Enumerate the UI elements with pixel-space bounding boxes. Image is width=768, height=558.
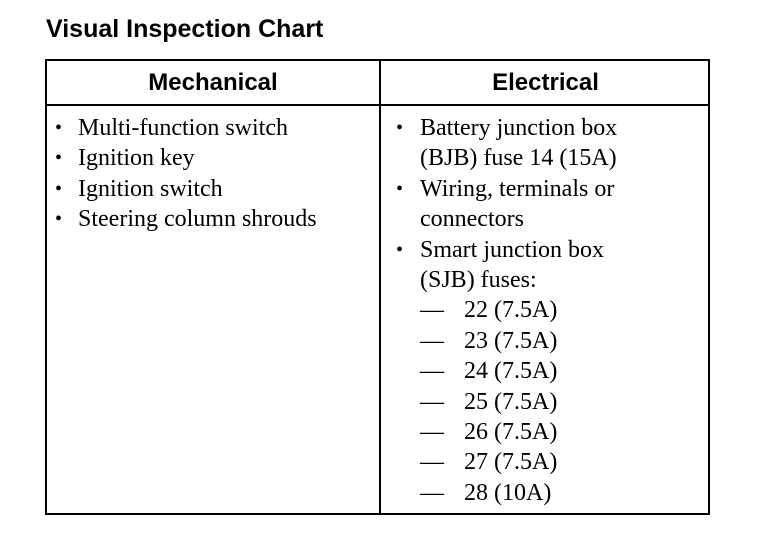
fuse-value: 28 (10A): [464, 479, 552, 506]
fuse-item: [381, 478, 710, 508]
item-text: Steering column shrouds: [78, 206, 317, 233]
item-text: Multi-function switch: [78, 115, 288, 141]
fuse-value: 27 (7.5A): [464, 449, 558, 476]
item-text: Ignition key: [78, 145, 195, 172]
fuse-value: 23 (7.5A): [464, 327, 558, 354]
item-text: Ignition switch: [78, 175, 223, 202]
item-text: Smart junction box: [420, 236, 604, 263]
fuse-value: 25 (7.5A): [464, 388, 558, 415]
bullet-icon: •: [55, 117, 63, 139]
fuse-value: 22 (7.5A): [464, 297, 558, 324]
list-item: [47, 113, 379, 143]
item-text: (BJB) fuse 14 (15A): [420, 145, 617, 172]
dash-icon: —: [420, 327, 444, 354]
mechanical-list: [47, 113, 379, 235]
fuse-value: 26 (7.5A): [464, 419, 558, 446]
electrical-header: Electrical: [492, 69, 599, 96]
list-item: [47, 174, 379, 204]
list-item: [381, 235, 710, 296]
item-text: Wiring, terminals or: [420, 175, 615, 202]
list-item: [47, 143, 379, 173]
bullet-icon: •: [396, 177, 404, 200]
dash-icon: —: [420, 358, 444, 385]
dash-icon: —: [420, 388, 444, 415]
inspection-table: [45, 59, 710, 515]
fuse-item: [381, 295, 710, 325]
list-item: [381, 174, 710, 235]
bullet-icon: •: [55, 147, 63, 170]
fuse-item: [381, 326, 710, 356]
dash-icon: —: [420, 419, 444, 446]
header-divider: [47, 104, 708, 106]
list-item: [381, 113, 710, 174]
fuse-item: [381, 417, 710, 447]
dash-icon: —: [420, 297, 444, 324]
electrical-list: [381, 113, 710, 508]
fuse-value: 24 (7.5A): [464, 358, 558, 385]
fuse-item: [381, 447, 710, 477]
bullet-icon: •: [55, 177, 63, 200]
fuse-item: [381, 387, 710, 417]
dash-icon: —: [420, 479, 444, 506]
bullet-icon: •: [396, 238, 404, 261]
item-text: (SJB) fuses:: [420, 267, 537, 294]
bullet-icon: •: [55, 208, 63, 231]
mechanical-header: Mechanical: [148, 69, 278, 96]
dash-icon: —: [420, 449, 444, 476]
page-title: Visual Inspection Chart: [46, 15, 324, 43]
list-item: [47, 204, 379, 234]
bullet-icon: •: [396, 117, 404, 139]
item-text: connectors: [420, 206, 524, 233]
fuse-item: [381, 356, 710, 386]
item-text: Battery junction box: [420, 115, 618, 141]
